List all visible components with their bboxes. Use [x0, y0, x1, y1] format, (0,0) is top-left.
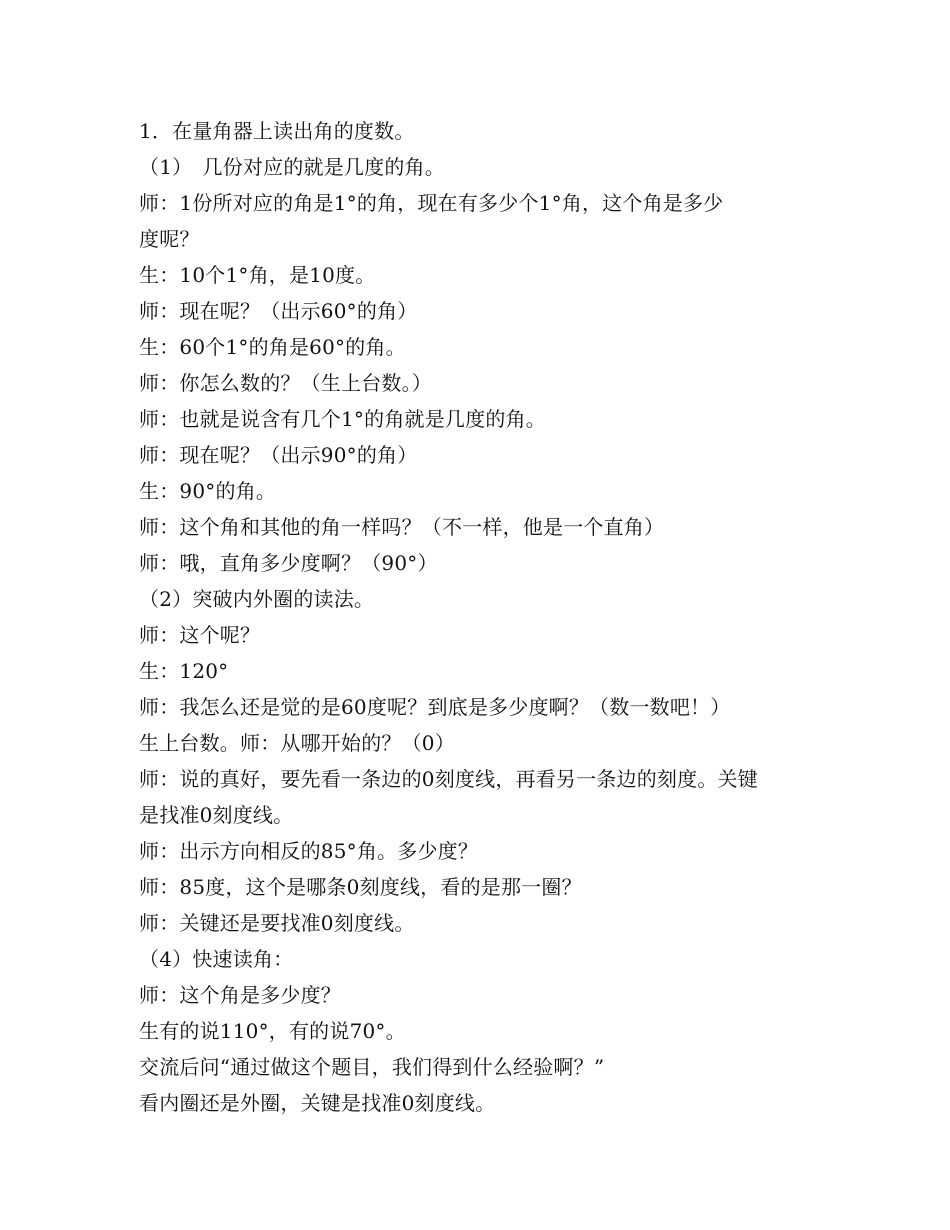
paragraph-line: 生：60个1°的角是60°的角。 — [139, 335, 406, 359]
paragraph-line: 师：哦，直角多少度啊？（90°） — [139, 551, 438, 575]
paragraph-line: 师：现在呢？（出示60°的角） — [139, 299, 418, 323]
document-body — [139, 113, 829, 1121]
paragraph-line: 师：也就是说含有几个1°的角就是几度的角。 — [139, 407, 546, 431]
paragraph-line: 是找准0刻度线。 — [139, 803, 294, 827]
paragraph-line: 师：说的真好，要先看一条边的0刻度线，再看另一条边的刻度。关键 — [139, 767, 758, 791]
paragraph-line: 师：85度，这个是哪条0刻度线，看的是那一圈？ — [139, 875, 582, 899]
paragraph-line: 生上台数。师：从哪开始的？（0） — [139, 731, 455, 755]
paragraph-line: 交流后问“通过做这个题目，我们得到什么经验啊？” — [139, 1055, 605, 1079]
paragraph-line: 师：现在呢？（出示90°的角） — [139, 443, 418, 467]
paragraph-line: 度呢？ — [139, 227, 200, 251]
paragraph-line: 师：出示方向相反的85°角。多少度？ — [139, 839, 479, 863]
paragraph-line: 师：关键还是要找准0刻度线。 — [139, 911, 415, 935]
paragraph-line: 生：90°的角。 — [139, 479, 277, 503]
section-heading: 1．在量角器上读出角的度数。 — [139, 119, 415, 143]
subsection-heading: （2）突破内外圈的读法。 — [139, 587, 375, 611]
paragraph-line: 生有的说110°，有的说70°。 — [139, 1019, 406, 1043]
subsection-heading: （1） 几份对应的就是几度的角。 — [139, 155, 445, 179]
paragraph-line: 师：这个呢？ — [139, 623, 261, 647]
subsection-heading: （4）快速读角： — [139, 947, 294, 971]
paragraph-line: 师：这个角是多少度？ — [139, 983, 341, 1007]
paragraph-line: 生：120° — [139, 659, 229, 683]
paragraph-line: 师：我怎么还是觉的是60度呢？到底是多少度啊？（数一数吧！） — [139, 695, 731, 719]
paragraph-line: 生：10个1°角，是10度。 — [139, 263, 376, 287]
paragraph-line: 师：这个角和其他的角一样吗？（不一样，他是一个直角） — [139, 515, 665, 539]
paragraph-line: 师：1份所对应的角是1°的角，现在有多少个1°角，这个角是多少 — [139, 191, 724, 215]
paragraph-line: 师：你怎么数的？（生上台数。） — [139, 371, 432, 395]
paragraph-line: 看内圈还是外圈，关键是找准0刻度线。 — [139, 1091, 496, 1115]
